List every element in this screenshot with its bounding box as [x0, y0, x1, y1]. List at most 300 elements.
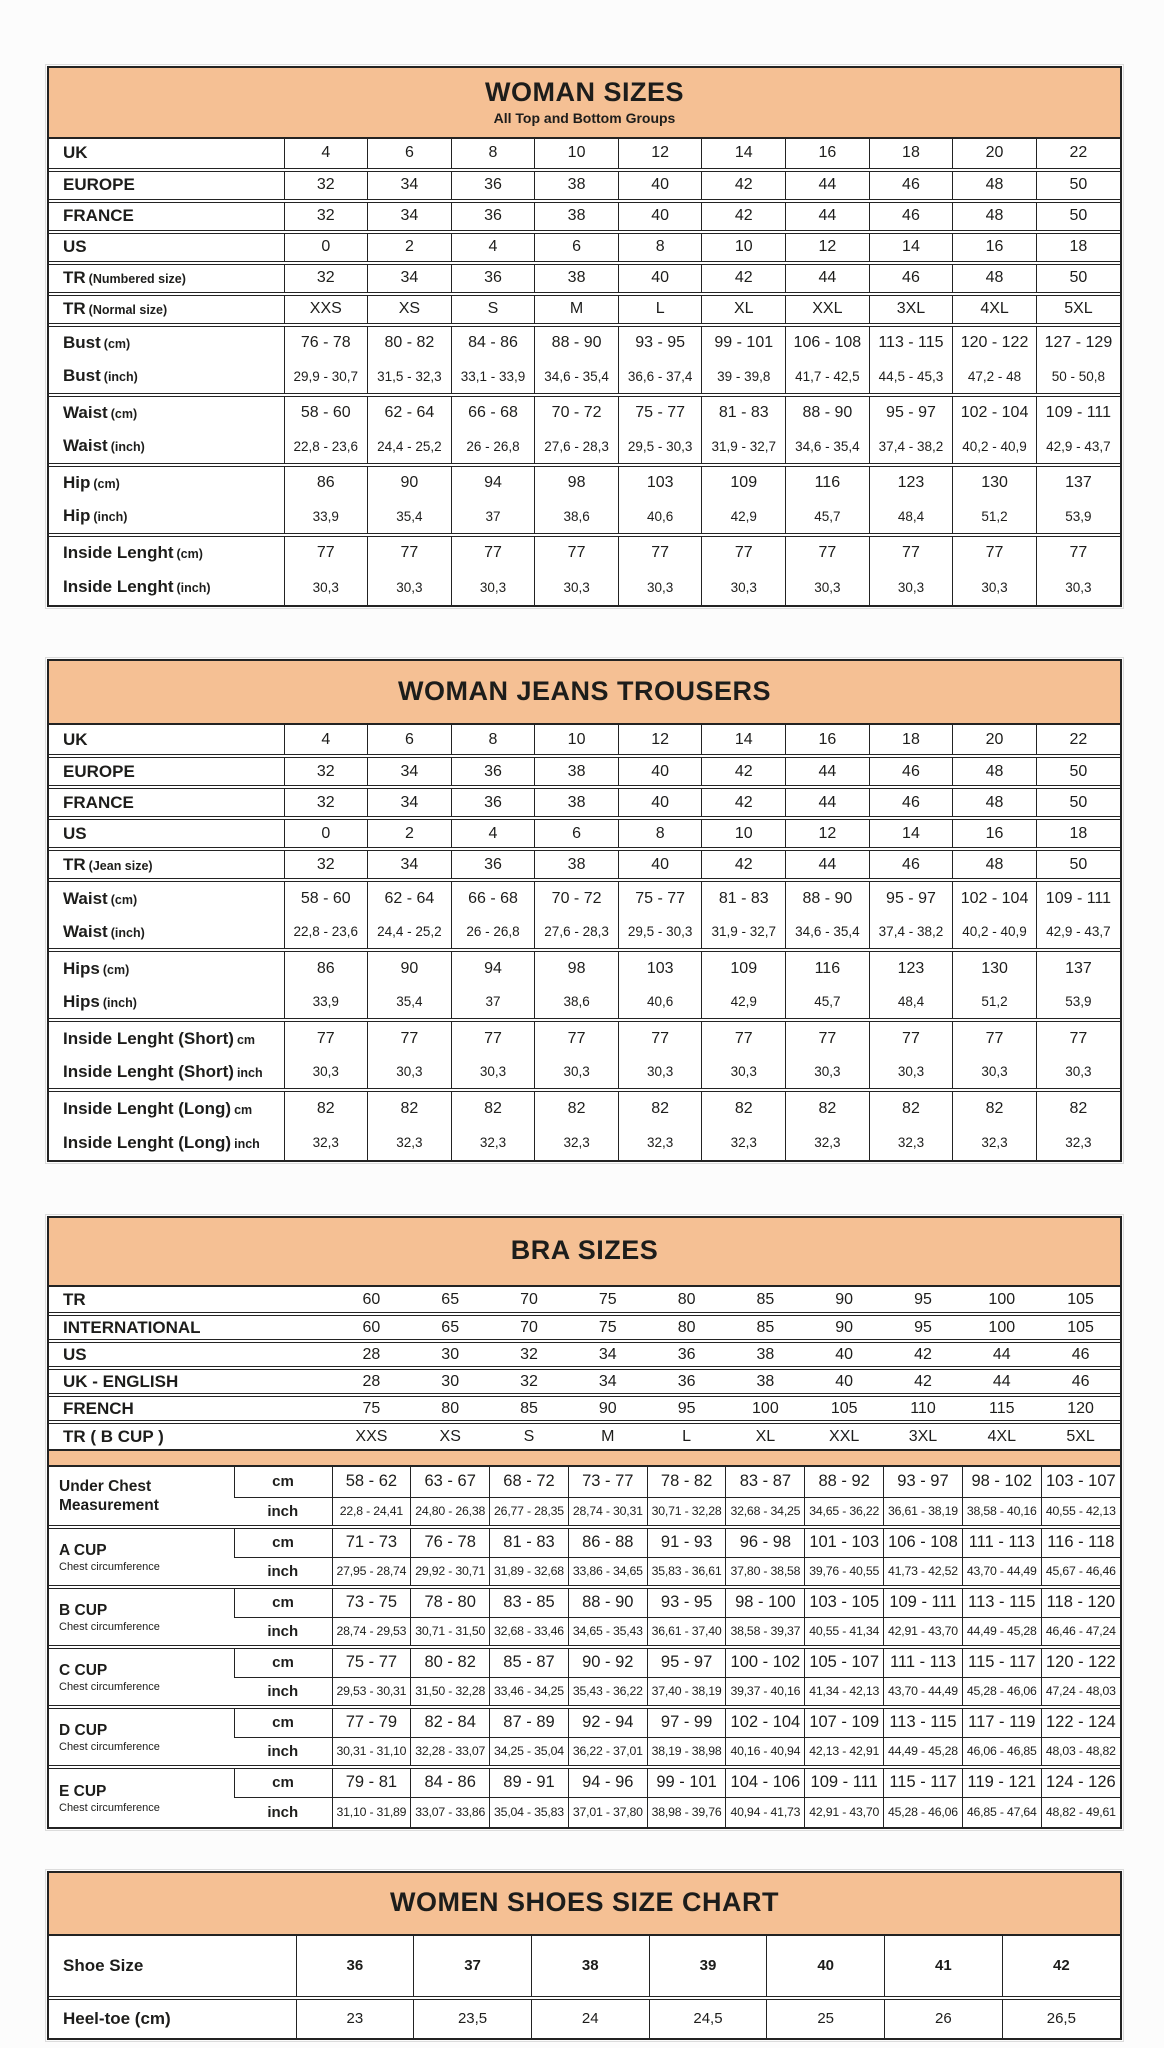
- size-value-cell: 27,6 - 28,3: [535, 430, 619, 465]
- size-value-cell: 4: [451, 232, 535, 263]
- size-value-cell: 39,76 - 40,55: [805, 1557, 884, 1587]
- row-label-europe: [49, 170, 284, 201]
- size-value-cell: 84 - 86: [451, 325, 535, 360]
- row-label-inside-lenght-inch: [49, 570, 284, 605]
- size-value-cell: 31,89 - 32,68: [490, 1557, 569, 1587]
- size-value-cell: 35,83 - 36,61: [647, 1557, 726, 1587]
- size-value-cell: 36: [451, 201, 535, 232]
- size-value-cell: XXS: [332, 1422, 411, 1449]
- table-row-waist-inch: [49, 915, 1120, 950]
- size-value-cell: 95 - 97: [869, 395, 953, 430]
- size-value-cell: 46: [869, 263, 953, 294]
- size-value-cell: 36: [451, 849, 535, 880]
- row-label-sub: (Normal size): [88, 303, 168, 318]
- table-row-us: [49, 818, 1120, 849]
- size-value-cell: 5XL: [1041, 1422, 1120, 1449]
- row-label-inside-lenght-long-inch: [49, 1125, 284, 1160]
- size-value-cell: 113 - 115: [884, 1707, 963, 1737]
- size-value-cell: 94: [451, 950, 535, 985]
- size-value-cell: 77: [368, 535, 452, 570]
- size-value-cell: 33,07 - 33,86: [411, 1797, 490, 1827]
- size-value-cell: 38,58 - 39,37: [726, 1617, 805, 1647]
- size-value-cell: 95: [884, 1314, 963, 1341]
- size-value-cell: 44: [786, 849, 870, 880]
- size-value-cell: 30,71 - 31,50: [411, 1617, 490, 1647]
- size-value-cell: 29,5 - 30,3: [618, 430, 702, 465]
- size-value-cell: 90: [805, 1314, 884, 1341]
- size-value-cell: M: [568, 1422, 647, 1449]
- size-value-cell: 12: [618, 725, 702, 756]
- size-value-cell: 27,6 - 28,3: [535, 915, 619, 950]
- row-label-sub: cm: [234, 1102, 253, 1117]
- size-value-cell: 90 - 92: [568, 1647, 647, 1677]
- row-label-main: FRENCH: [63, 1398, 134, 1418]
- size-value-cell: 51,2: [953, 985, 1037, 1020]
- table-row-inside-lenght-short-cm: [49, 1020, 1120, 1055]
- size-value-cell: XS: [368, 294, 452, 325]
- size-value-cell: 0: [284, 818, 368, 849]
- size-value-cell: 46: [869, 849, 953, 880]
- size-value-cell: 12: [786, 818, 870, 849]
- size-value-cell: 42: [1002, 1936, 1120, 1998]
- size-value-cell: 79 - 81: [332, 1767, 411, 1797]
- row-label-main: FRANCE: [63, 206, 134, 226]
- size-value-cell: 85: [756, 1290, 775, 1308]
- size-value-cell: 16: [786, 725, 870, 756]
- size-value-cell: 38: [726, 1341, 805, 1368]
- size-value-cell: 10: [702, 232, 786, 263]
- row-label-uk: [49, 139, 284, 170]
- size-value-cell: 109 - 111: [1036, 395, 1120, 430]
- jeans-grid: [49, 725, 1120, 1160]
- row-label-main: UK - ENGLISH: [63, 1371, 179, 1391]
- size-value-cell: 85: [726, 1314, 805, 1341]
- size-value-cell: 110: [884, 1395, 963, 1422]
- size-value-cell: 63 - 67: [411, 1467, 490, 1497]
- size-value-cell: 4: [451, 818, 535, 849]
- row-label-sub: (inch): [176, 581, 211, 596]
- size-value-cell: 50: [1036, 263, 1120, 294]
- bra-cup-row-e-cup-cm: [49, 1767, 1120, 1797]
- table-row-uk: [49, 139, 1120, 170]
- size-value-cell: 77: [869, 1020, 953, 1055]
- table-row-europe: [49, 756, 1120, 787]
- row-label-inside-lenght-long-cm: [49, 1090, 284, 1125]
- size-value-cell: 22: [1036, 139, 1120, 170]
- table-row-hip-inch: [49, 500, 1120, 535]
- size-value-cell: 26 - 26,8: [451, 915, 535, 950]
- size-value-cell: 109 - 111: [805, 1767, 884, 1797]
- size-value-cell: 111 - 113: [884, 1647, 963, 1677]
- size-value-cell: 42,9 - 43,7: [1036, 430, 1120, 465]
- size-value-cell: 12: [786, 232, 870, 263]
- size-value-cell: 42,9: [702, 985, 786, 1020]
- table-row-inside-lenght-inch: [49, 570, 1120, 605]
- size-value-cell: 8: [451, 725, 535, 756]
- size-value-cell: 98: [535, 465, 619, 500]
- size-value-cell: 40,55 - 42,13: [1041, 1497, 1120, 1527]
- size-value-cell: 42: [702, 787, 786, 818]
- size-value-cell: S: [490, 1422, 569, 1449]
- size-value-cell: 34,6 - 35,4: [786, 430, 870, 465]
- size-value-cell: 34: [368, 201, 452, 232]
- size-value-cell: 44: [786, 787, 870, 818]
- size-value-cell: 29,9 - 30,7: [284, 360, 368, 395]
- size-value-cell: 47,24 - 48,03: [1041, 1677, 1120, 1707]
- table-row-hip-cm: [49, 465, 1120, 500]
- table-row-inside-lenght-long-inch: [49, 1125, 1120, 1160]
- size-value-cell: 77: [702, 535, 786, 570]
- cup-label-sub: Chest circumference: [59, 1802, 160, 1815]
- size-value-cell: 22,8 - 24,41: [332, 1497, 411, 1527]
- size-value-cell: 35,43 - 36,22: [568, 1677, 647, 1707]
- row-label-sub: (cm): [102, 962, 130, 977]
- size-value-cell: 70 - 72: [535, 880, 619, 915]
- size-value-cell: 31,9 - 32,7: [702, 915, 786, 950]
- size-value-cell: 40: [618, 787, 702, 818]
- row-label-main: Heel-toe (cm): [63, 2008, 171, 2028]
- size-value-cell: 137: [1036, 950, 1120, 985]
- size-value-cell: 58 - 60: [284, 880, 368, 915]
- size-value-cell: 40: [805, 1341, 884, 1368]
- table-row-inside-lenght-cm: [49, 535, 1120, 570]
- row-label-main: TR ( B CUP ): [63, 1426, 164, 1446]
- size-value-cell: 35,04 - 35,83: [490, 1797, 569, 1827]
- size-value-cell: 29,5 - 30,3: [618, 915, 702, 950]
- size-value-cell: 76 - 78: [411, 1527, 490, 1557]
- size-value-cell: 41,73 - 42,52: [884, 1557, 963, 1587]
- size-value-cell: 50: [1036, 201, 1120, 232]
- row-label-sub: (cm): [93, 477, 120, 492]
- row-label-sub: (inch): [103, 370, 138, 385]
- shoes-grid: [49, 1936, 1120, 2038]
- size-value-cell: 42: [702, 201, 786, 232]
- size-value-cell: 115 - 117: [962, 1647, 1041, 1677]
- size-value-cell: 48: [953, 201, 1037, 232]
- size-value-cell: 102 - 104: [953, 880, 1037, 915]
- size-value-cell: 40: [805, 1368, 884, 1395]
- row-label-main: Waist: [63, 436, 108, 456]
- row-label-sub: (inch): [110, 925, 145, 940]
- cup-label-d-cup: [49, 1707, 234, 1767]
- size-value-cell: 36,61 - 37,40: [647, 1617, 726, 1647]
- unit-inch-cell: inch: [234, 1797, 332, 1827]
- size-value-cell: 32,3: [618, 1125, 702, 1160]
- size-value-cell: 90: [368, 950, 452, 985]
- size-value-cell: 30,3: [1036, 570, 1120, 605]
- size-value-cell: 45,28 - 46,06: [962, 1677, 1041, 1707]
- size-value-cell: 26,5: [1002, 1998, 1120, 2038]
- size-value-cell: 46,85 - 47,64: [962, 1797, 1041, 1827]
- size-value-cell: 91 - 93: [647, 1527, 726, 1557]
- size-value-cell: XL: [726, 1422, 805, 1449]
- size-value-cell: 27,95 - 28,74: [332, 1557, 411, 1587]
- size-value-cell: 100: [726, 1395, 805, 1422]
- size-value-cell: 93 - 97: [884, 1467, 963, 1497]
- table-row-tr-normal-size: [49, 294, 1120, 325]
- table-row-bust-cm: [49, 325, 1120, 360]
- size-value-cell: 77: [953, 1020, 1037, 1055]
- size-value-cell: 87 - 89: [490, 1707, 569, 1737]
- size-value-cell: 100 - 102: [726, 1647, 805, 1677]
- size-value-cell: 116: [786, 465, 870, 500]
- row-label-sub: (cm): [110, 892, 138, 907]
- size-value-cell: 37,01 - 37,80: [568, 1797, 647, 1827]
- row-label-main: US: [63, 1344, 87, 1364]
- size-value-cell: 80: [411, 1395, 490, 1422]
- row-label-us: [49, 1341, 332, 1368]
- size-value-cell: 32,3: [786, 1125, 870, 1160]
- size-value-cell: 51,2: [953, 500, 1037, 535]
- row-label-sub: (inch): [102, 995, 137, 1010]
- size-value-cell: 119 - 121: [962, 1767, 1041, 1797]
- woman-sizes-subtitle: All Top and Bottom Groups: [493, 109, 676, 126]
- size-value-cell: 40: [618, 849, 702, 880]
- size-value-cell: 88 - 90: [786, 395, 870, 430]
- size-value-cell: 5XL: [1036, 294, 1120, 325]
- unit-inch-cell: inch: [234, 1737, 332, 1767]
- size-value-cell: 4XL: [953, 294, 1037, 325]
- size-value-cell: 39,37 - 40,16: [726, 1677, 805, 1707]
- cup-label-main: E CUP: [59, 1782, 107, 1800]
- size-value-cell: 70: [520, 1290, 538, 1308]
- row-label-tr-numbered-size: [49, 263, 284, 294]
- size-value-cell: 109: [702, 950, 786, 985]
- row-label-tr-jean-size: [49, 849, 284, 880]
- size-value-cell: 37,40 - 38,19: [647, 1677, 726, 1707]
- size-value-cell: 107 - 109: [805, 1707, 884, 1737]
- size-value-cell: 106 - 108: [786, 325, 870, 360]
- unit-cm-cell: cm: [234, 1647, 332, 1677]
- size-value-cell: 44: [786, 756, 870, 787]
- size-value-cell: 32,28 - 33,07: [411, 1737, 490, 1767]
- size-value-cell: 120: [1041, 1395, 1120, 1422]
- size-value-cell: 77 - 79: [332, 1707, 411, 1737]
- size-value-cell: 109: [702, 465, 786, 500]
- size-value-cell: 48: [953, 849, 1037, 880]
- size-value-cell: 45,7: [786, 500, 870, 535]
- size-value-cell: 30,3: [702, 1055, 786, 1090]
- size-value-cell: 113 - 115: [962, 1587, 1041, 1617]
- size-value-cell: 82: [1036, 1090, 1120, 1125]
- size-value-cell: 84 - 86: [411, 1767, 490, 1797]
- size-value-cell: 41: [885, 1936, 1003, 1998]
- size-value-cell: 42,9 - 43,7: [1036, 915, 1120, 950]
- size-value-cell: 73 - 75: [332, 1587, 411, 1617]
- size-value-cell: 123: [869, 950, 953, 985]
- size-value-cell: 48: [953, 787, 1037, 818]
- size-value-cell: 43,70 - 44,49: [962, 1557, 1041, 1587]
- row-label-france: [49, 201, 284, 232]
- size-value-cell: 34: [368, 170, 452, 201]
- size-value-cell: 42,13 - 42,91: [805, 1737, 884, 1767]
- bra-row-tr: [49, 1287, 1120, 1314]
- size-value-cell: 130: [953, 950, 1037, 985]
- size-value-cell: 32,3: [535, 1125, 619, 1160]
- size-value-cell: 109 - 111: [884, 1587, 963, 1617]
- size-value-cell: 38: [535, 849, 619, 880]
- row-label-hips-inch: [49, 985, 284, 1020]
- size-value-cell: 32: [490, 1368, 569, 1395]
- row-label-us: [49, 818, 284, 849]
- size-value-cell: 32,3: [869, 1125, 953, 1160]
- woman-sizes-header: [49, 68, 1120, 139]
- table-row-waist-inch: [49, 430, 1120, 465]
- size-value-cell: 95: [647, 1395, 726, 1422]
- row-label-hip-inch: [49, 500, 284, 535]
- size-value-cell: 28,74 - 29,53: [332, 1617, 411, 1647]
- bra-row-french: [49, 1395, 1120, 1422]
- size-value-cell: 36: [647, 1368, 726, 1395]
- size-value-cell: 105: [1067, 1290, 1094, 1308]
- row-label-main: Inside Lenght (Long): [63, 1098, 232, 1118]
- size-value-cell: 14: [869, 232, 953, 263]
- size-value-cell: 77: [869, 535, 953, 570]
- size-value-cell: 20: [953, 725, 1037, 756]
- row-label-main: Bust: [63, 333, 101, 353]
- bra-cup-row-under-chest-measurement-cm: [49, 1467, 1120, 1497]
- size-value-cell: 22,8 - 23,6: [284, 430, 368, 465]
- table-row-uk: [49, 725, 1120, 756]
- size-value-cell: 77: [786, 1020, 870, 1055]
- size-value-cell: 44,49 - 45,28: [962, 1617, 1041, 1647]
- table-row-hips-cm: [49, 950, 1120, 985]
- size-value-cell: 76 - 78: [284, 325, 368, 360]
- size-value-cell: 102 - 104: [726, 1707, 805, 1737]
- size-value-cell: 38: [535, 263, 619, 294]
- size-value-cell: 16: [953, 818, 1037, 849]
- size-value-cell: 23,5: [414, 1998, 532, 2038]
- size-value-cell: 44,49 - 45,28: [884, 1737, 963, 1767]
- table-row-waist-cm: [49, 395, 1120, 430]
- size-value-cell: 34,25 - 35,04: [490, 1737, 569, 1767]
- size-value-cell: 35,4: [368, 985, 452, 1020]
- unit-inch-cell: inch: [234, 1497, 332, 1527]
- row-label-main: TR: [63, 268, 86, 288]
- jeans-title: WOMAN JEANS TROUSERS: [397, 675, 772, 706]
- row-label-sub: cm: [236, 1032, 256, 1047]
- unit-cm-cell: cm: [234, 1467, 332, 1497]
- size-value-cell: M: [535, 294, 619, 325]
- size-value-cell: 14: [702, 725, 786, 756]
- size-value-cell: 77: [284, 535, 368, 570]
- size-value-cell: 124 - 126: [1041, 1767, 1120, 1797]
- size-value-cell: 28,74 - 30,31: [568, 1497, 647, 1527]
- size-value-cell: 30,3: [451, 570, 535, 605]
- size-value-cell: 41,7 - 42,5: [786, 360, 870, 395]
- size-value-cell: 24,4 - 25,2: [368, 430, 452, 465]
- row-label-main: Inside Lenght: [63, 543, 174, 563]
- size-value-cell: 32,68 - 34,25: [726, 1497, 805, 1527]
- size-value-cell: 30,3: [618, 1055, 702, 1090]
- size-value-cell: 105 - 107: [805, 1647, 884, 1677]
- size-value-cell: 81 - 83: [702, 880, 786, 915]
- size-value-cell: 46,06 - 46,85: [962, 1737, 1041, 1767]
- table-row-europe: [49, 170, 1120, 201]
- size-value-cell: 40,94 - 41,73: [726, 1797, 805, 1827]
- size-value-cell: 82: [535, 1090, 619, 1125]
- size-value-cell: 36: [451, 756, 535, 787]
- size-value-cell: 31,9 - 32,7: [702, 430, 786, 465]
- size-value-cell: 38,6: [535, 985, 619, 1020]
- size-value-cell: 103 - 107: [1041, 1467, 1120, 1497]
- row-label-hips-cm: [49, 950, 284, 985]
- size-value-cell: 46: [1041, 1368, 1120, 1395]
- bra-cup-row-b-cup-cm: [49, 1587, 1120, 1617]
- size-value-cell: 82: [786, 1090, 870, 1125]
- size-value-cell: 46,46 - 47,24: [1041, 1617, 1120, 1647]
- row-label-main: Inside Lenght (Long): [63, 1132, 232, 1152]
- size-value-cell: 8: [618, 232, 702, 263]
- size-value-cell: 66 - 68: [451, 880, 535, 915]
- size-value-cell: 37,4 - 38,2: [869, 430, 953, 465]
- bra-row-us: [49, 1341, 1120, 1368]
- size-value-cell: 77: [451, 1020, 535, 1055]
- size-value-cell: 123: [869, 465, 953, 500]
- unit-cm-cell: cm: [234, 1587, 332, 1617]
- size-value-cell: 68 - 72: [490, 1467, 569, 1497]
- size-value-cell: 14: [702, 139, 786, 170]
- size-value-cell: 78 - 82: [647, 1467, 726, 1497]
- row-label-sub: (inch): [110, 440, 145, 455]
- size-value-cell: 77: [535, 1020, 619, 1055]
- bra-header: [49, 1218, 1120, 1287]
- size-value-cell: 105: [805, 1395, 884, 1422]
- cup-label-sub: Chest circumference: [59, 1561, 160, 1574]
- size-value-cell: 77: [618, 535, 702, 570]
- size-value-cell: 42,91 - 43,70: [805, 1797, 884, 1827]
- size-value-cell: 33,9: [284, 500, 368, 535]
- size-value-cell: 77: [702, 1020, 786, 1055]
- size-value-cell: 40,6: [618, 500, 702, 535]
- row-label-main: Inside Lenght (Short): [63, 1061, 234, 1081]
- size-value-cell: 50: [1036, 787, 1120, 818]
- size-value-cell: 34: [368, 756, 452, 787]
- size-value-cell: 48,82 - 49,61: [1041, 1797, 1120, 1827]
- size-value-cell: 103: [618, 950, 702, 985]
- size-value-cell: 38,58 - 40,16: [962, 1497, 1041, 1527]
- bra-separator-band: [49, 1449, 1120, 1467]
- size-value-cell: 30,3: [869, 570, 953, 605]
- row-label-uk-english: [49, 1368, 332, 1395]
- size-value-cell: 8: [451, 139, 535, 170]
- size-value-cell: 100: [988, 1290, 1016, 1308]
- size-value-cell: 30: [411, 1368, 490, 1395]
- row-label-main: Inside Lenght (Short): [63, 1028, 234, 1048]
- size-value-cell: 32,3: [953, 1125, 1037, 1160]
- size-value-cell: 34: [568, 1368, 647, 1395]
- size-value-cell: 40: [767, 1936, 885, 1998]
- size-value-cell: 25: [767, 1998, 885, 2038]
- row-label-main: US: [63, 237, 87, 257]
- size-value-cell: 58 - 62: [332, 1467, 411, 1497]
- size-value-cell: 26 - 26,8: [451, 430, 535, 465]
- size-value-cell: 40: [618, 263, 702, 294]
- size-value-cell: 75 - 77: [332, 1647, 411, 1677]
- size-value-cell: 88 - 90: [786, 880, 870, 915]
- size-value-cell: 48,03 - 48,82: [1041, 1737, 1120, 1767]
- size-value-cell: 82: [451, 1090, 535, 1125]
- size-value-cell: 31,10 - 31,89: [332, 1797, 411, 1827]
- size-value-cell: 32,3: [702, 1125, 786, 1160]
- size-value-cell: 75 - 77: [618, 395, 702, 430]
- row-label-sub: inch: [236, 1065, 263, 1080]
- cup-label-under-chest-measurement: [49, 1467, 234, 1527]
- size-value-cell: 14: [869, 818, 953, 849]
- size-value-cell: 93 - 95: [618, 325, 702, 360]
- size-value-cell: 78 - 80: [411, 1587, 490, 1617]
- size-value-cell: 30,3: [702, 570, 786, 605]
